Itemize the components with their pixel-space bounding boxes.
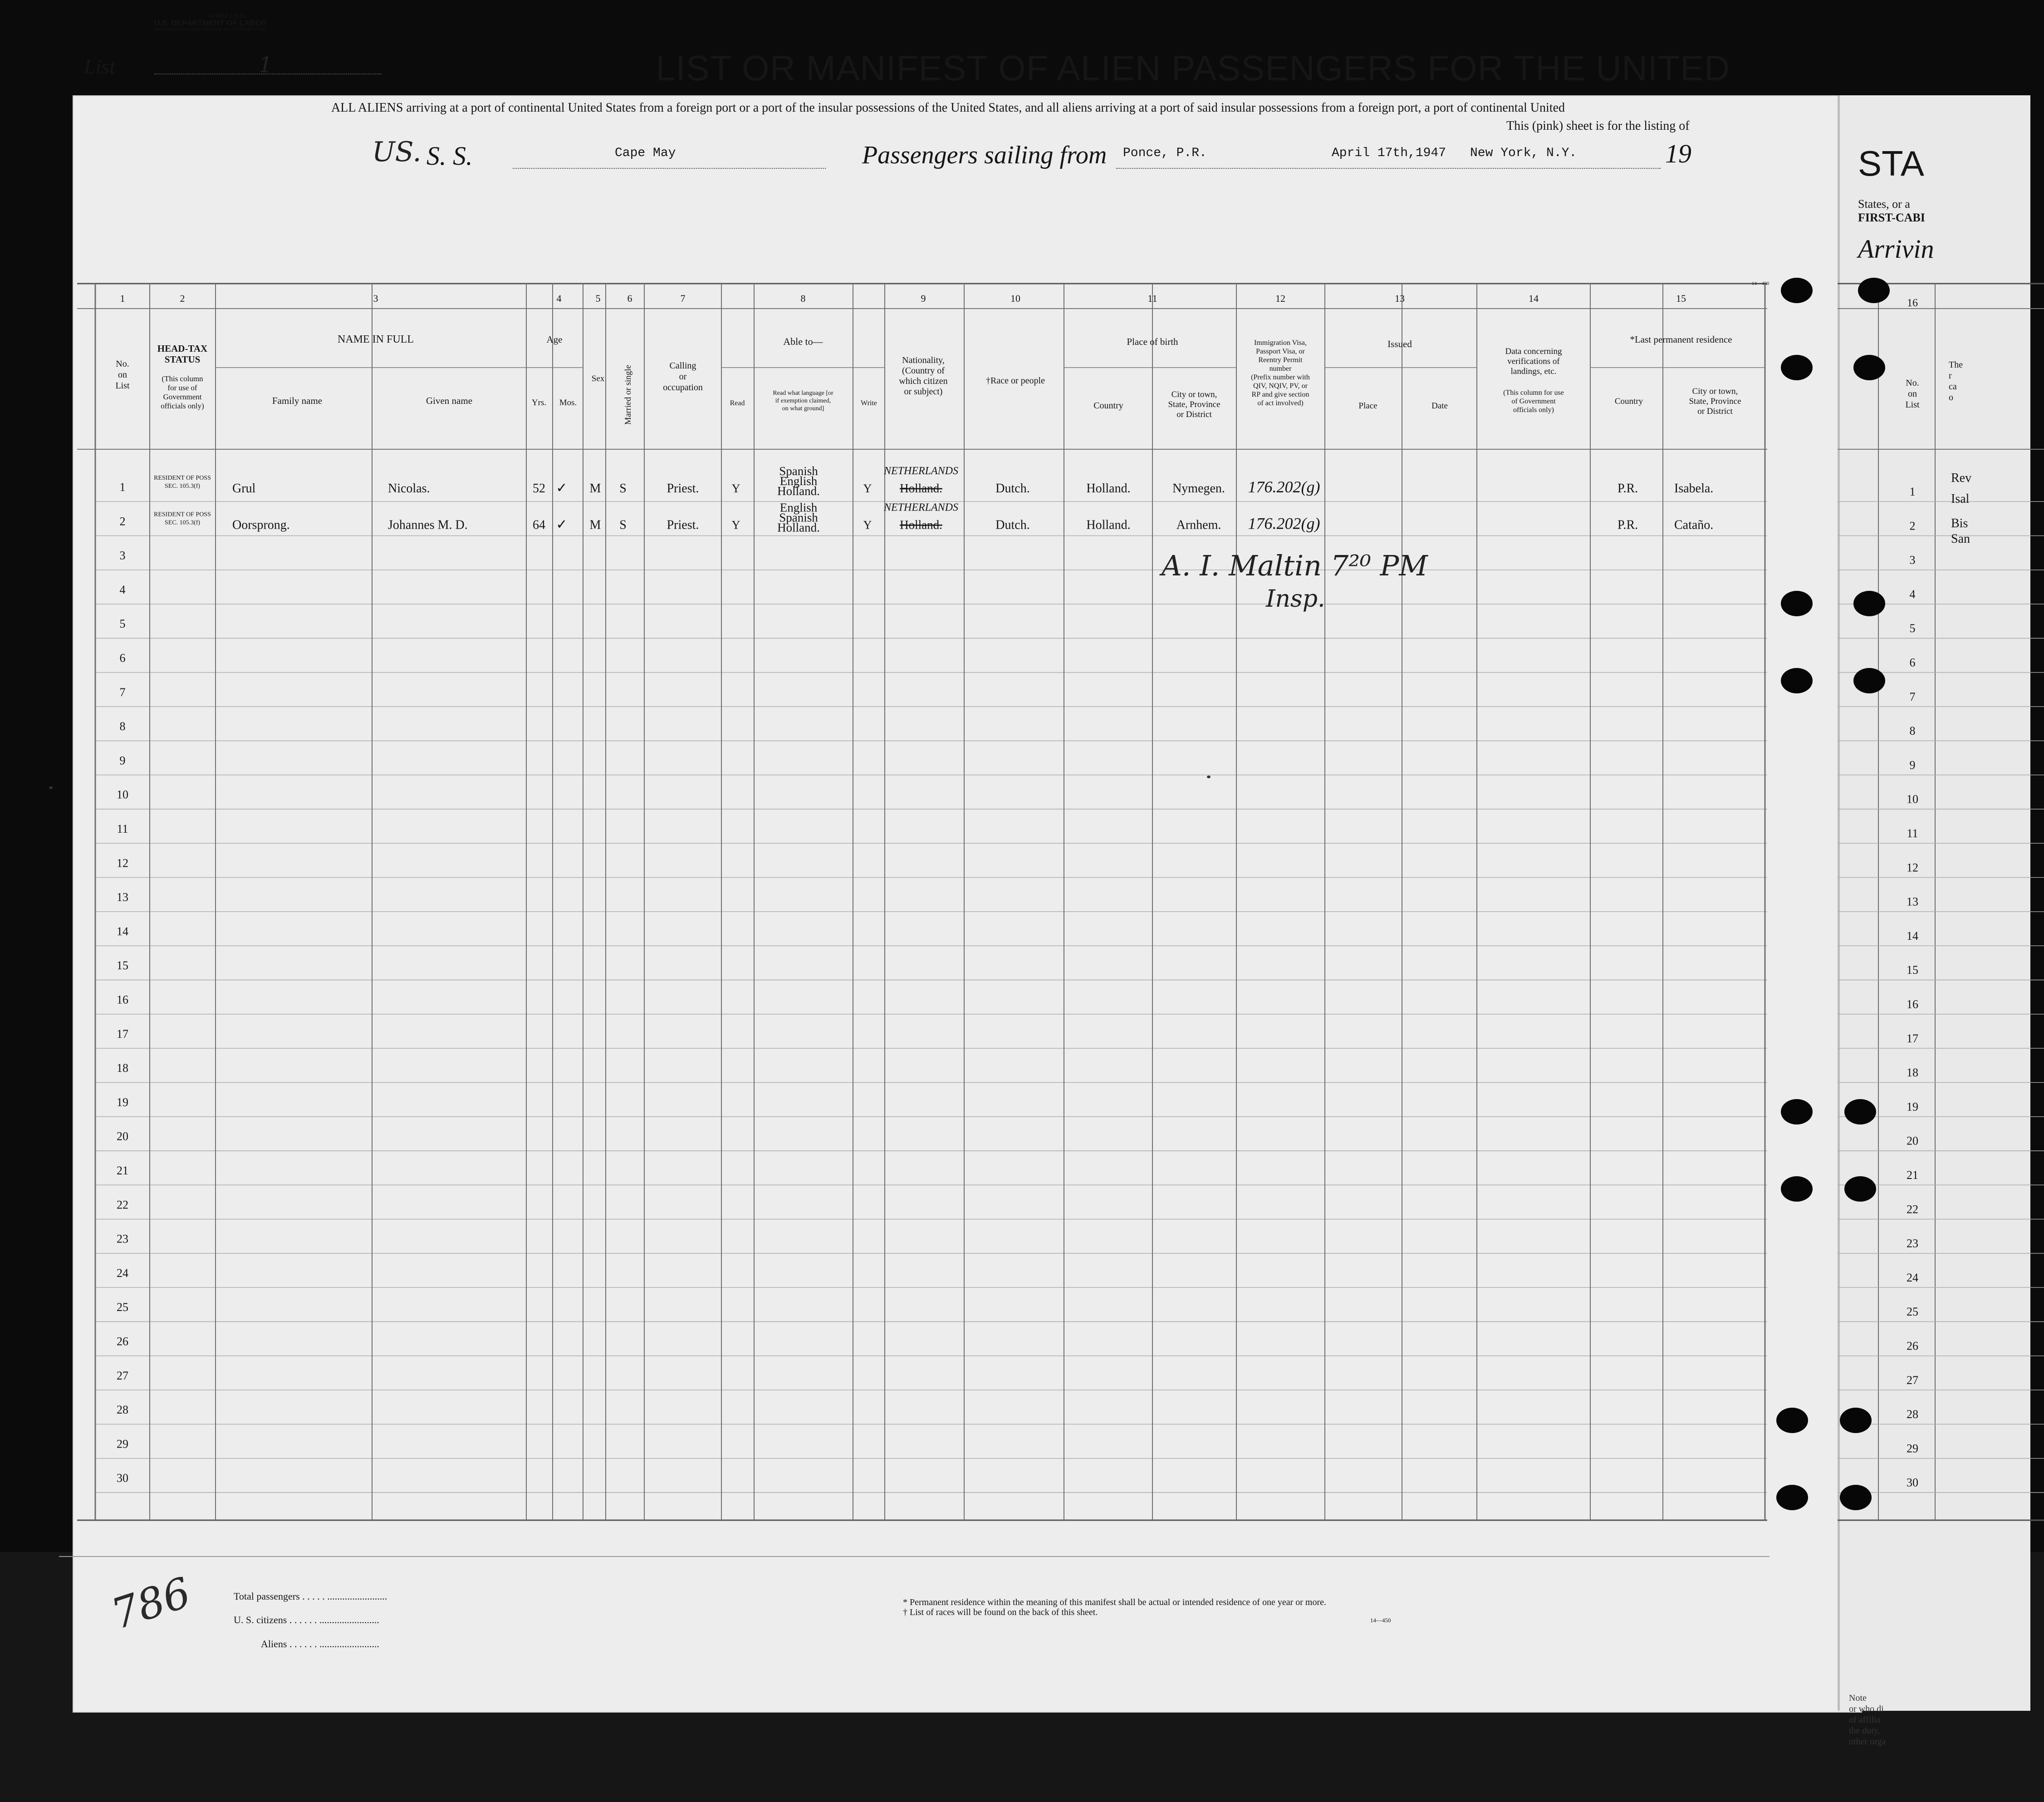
header-visa: RP and give section <box>1251 391 1309 398</box>
header-head-tax-note: officials only) <box>161 402 204 410</box>
sheet2-row-number: 20 <box>1907 1134 1918 1148</box>
punch-hole <box>1853 668 1885 693</box>
header-race: †Race or people <box>986 376 1045 386</box>
sheet2-row-number: 9 <box>1909 758 1916 772</box>
header-birth-country: Country <box>1093 401 1123 411</box>
sheet2-row-fragment: Rev <box>1951 471 1972 485</box>
row-language: English <box>779 474 818 488</box>
column-number: 6 <box>627 293 632 304</box>
header-sex: Sex <box>591 374 605 383</box>
row-sex: M <box>589 518 601 532</box>
row-family-name: Oorsprong. <box>232 518 290 532</box>
row-birth-country: Holland. <box>1086 518 1131 532</box>
header-verifications: Data concerning <box>1505 347 1562 356</box>
row-head-tax-section: SEC. 105.3(f) <box>164 483 201 490</box>
sheet2-row-number: 5 <box>1909 622 1916 635</box>
footer-code: 14—450 <box>1370 1617 1391 1624</box>
sheet2-row-number: 3 <box>1909 553 1916 567</box>
sheet2-row-number: 8 <box>1909 724 1916 738</box>
header-place-of-birth: Place of birth <box>1127 336 1178 347</box>
header-married: Married or single <box>623 365 633 425</box>
header-no-on-list: List <box>115 381 130 391</box>
header-issued-place: Place <box>1358 401 1377 411</box>
header-verifications-note: officials only) <box>1513 406 1554 414</box>
punch-hole <box>1781 668 1813 693</box>
sheet2-foot-0: Note <box>1849 1693 1867 1703</box>
row-number: 28 <box>117 1403 128 1417</box>
sheet2-row-number: 23 <box>1907 1237 1918 1250</box>
sheet2-foot-3: the duty, <box>1849 1726 1880 1736</box>
header-calling: Calling <box>669 361 696 371</box>
row-number: 12 <box>117 856 128 870</box>
speck <box>49 786 53 789</box>
column-number: 14 <box>1529 293 1539 304</box>
punch-hole <box>1840 1485 1872 1510</box>
header-visa: Passport Visa, or <box>1256 348 1305 355</box>
punch-hole <box>1781 591 1813 616</box>
sailing-date: April 17th,1947 <box>1332 146 1446 160</box>
header-nationality: Nationality, <box>902 355 945 365</box>
punch-hole <box>1776 1408 1808 1433</box>
total-passengers-dots: . . . . . ........................ <box>302 1591 387 1602</box>
footnotes <box>903 1597 1326 1617</box>
row-read: Y <box>731 518 740 532</box>
footnote-races: † List of races will be found on the back of this sheet. <box>903 1607 1098 1617</box>
row-nationality: Holland. <box>900 481 942 495</box>
row-number: 26 <box>117 1335 128 1348</box>
us-citizens-dots: . . . . . . ........................ <box>289 1614 379 1625</box>
ship-name: Cape May <box>615 146 676 160</box>
header-yrs: Yrs. <box>531 398 547 408</box>
us-citizens-label: U. S. citizens <box>234 1614 287 1625</box>
punch-hole <box>1776 1485 1808 1510</box>
row-number: 25 <box>117 1301 128 1314</box>
row-given-name: Johannes M. D. <box>388 518 468 532</box>
header-no-on-list: No. <box>116 359 129 369</box>
column-number: 1 <box>120 293 125 304</box>
row-number: 27 <box>117 1369 128 1382</box>
sheet2-row-number: 16 <box>1907 997 1918 1011</box>
row-race: Dutch. <box>995 481 1030 496</box>
sheet2-row-number: 11 <box>1907 827 1918 840</box>
punch-hole <box>1844 1176 1876 1202</box>
row-visa: 176.202(g) <box>1248 514 1320 533</box>
header-birth-city: City or town, <box>1171 390 1217 399</box>
header-head-tax-note: Government <box>163 393 202 401</box>
row-res-country: P.R. <box>1618 518 1638 532</box>
header-calling: or <box>679 372 687 382</box>
row-occupation: Priest. <box>667 481 699 496</box>
header-family-name: Family name <box>272 395 323 406</box>
row-birth-city: Arnhem. <box>1176 518 1221 532</box>
header-head-tax-note: for use of <box>167 383 197 392</box>
row-language: Holland. <box>777 484 820 498</box>
column-number: 12 <box>1275 293 1285 304</box>
row-number: 20 <box>117 1129 128 1143</box>
sheet2-row-number: 28 <box>1907 1408 1918 1421</box>
sheet2-row-number: 14 <box>1907 929 1918 943</box>
port-to: New York, N.Y. <box>1470 146 1577 160</box>
row-birth-country: Holland. <box>1086 481 1131 496</box>
form-code: FORM 1-515 <box>209 12 245 20</box>
header-verifications-note: (This column for use <box>1503 389 1564 397</box>
footnote-residence: * Permanent residence within the meaning of this manifest shall be actual or intended residence of one year or more. <box>903 1597 1327 1607</box>
header-visa: (Prefix number with <box>1251 373 1310 381</box>
sheet2-header-fragment: The <box>1949 360 1963 370</box>
row-language: Holland. <box>777 520 820 535</box>
sheet2-header-fragment: r <box>1949 371 1952 381</box>
row-number: 4 <box>119 583 126 596</box>
sheet2-row-number: 2 <box>1909 519 1916 533</box>
row-age-check: ✓ <box>556 517 568 532</box>
header-write: Write <box>861 399 877 407</box>
page-title: LIST OR MANIFEST OF ALIEN PASSENGERS FOR THE UNITED <box>656 48 1730 88</box>
sheet2-title-fragment: STA <box>1858 143 1924 183</box>
row-number: 14 <box>117 924 128 938</box>
header-visa: number <box>1269 365 1292 373</box>
row-number: 3 <box>119 549 126 562</box>
header-read: Read <box>730 399 745 407</box>
header-given-name: Given name <box>426 395 473 406</box>
sheet2-arriving-fragment: Arrivin <box>1858 234 1934 264</box>
row-head-tax: RESIDENT OF POSS <box>154 511 211 518</box>
punch-hole <box>1781 355 1813 380</box>
sheet2-row-number: 30 <box>1907 1476 1918 1489</box>
aliens-label: Aliens <box>261 1638 287 1650</box>
column-number: 5 <box>595 293 601 304</box>
row-family-name: Grul <box>232 481 256 496</box>
row-res-city: Isabela. <box>1674 481 1714 496</box>
row-number: 16 <box>117 993 128 1007</box>
row-nationality-correction: NETHERLANDS <box>883 501 959 514</box>
sheet2-row-number: 27 <box>1907 1373 1918 1387</box>
column-number: 2 <box>180 293 185 304</box>
header-birth-city: or District <box>1176 410 1212 419</box>
header-visa: Reentry Permit <box>1258 356 1303 364</box>
header-mos: Mos. <box>559 398 577 408</box>
sheet2-row-number: 22 <box>1907 1203 1918 1216</box>
speck <box>1207 776 1211 778</box>
sheet2-row-number: 29 <box>1907 1442 1918 1455</box>
header-issued: Issued <box>1387 339 1412 349</box>
total-passengers-label: Total passengers <box>234 1591 300 1602</box>
column-number: 15 <box>1676 293 1686 304</box>
row-language: Spanish <box>779 464 818 478</box>
sheet2-sub1: States, or a <box>1858 197 1910 211</box>
row-number: 7 <box>119 685 126 699</box>
sheet2-no-on-list: No. <box>1906 378 1919 388</box>
row-number: 5 <box>119 617 126 631</box>
inspector-signature: A. I. Maltin 7²⁰ PM <box>1162 549 1428 582</box>
header-calling: occupation <box>663 383 703 393</box>
year-label: 19 <box>1665 139 1691 168</box>
header-res-city: or District <box>1697 407 1733 416</box>
punch-hole <box>1781 1176 1813 1202</box>
column-number: 11 <box>1147 293 1157 304</box>
page-subtitle: ALL ALIENS arriving at a port of continental United States from a foreign port or a port of the insular possessions of the United States, and all aliens arriving at a port of said insular possessions from a foreign port, a port of continental United <box>331 101 1565 115</box>
row-number: 13 <box>117 890 128 904</box>
sheet2-row-number: 12 <box>1907 861 1918 874</box>
sheet2-foot-2: of affilia <box>1849 1715 1881 1725</box>
header-visa: QIV, NQIV, PV, or <box>1253 382 1308 390</box>
punch-hole <box>1840 1408 1872 1433</box>
sheet2-row-number: 15 <box>1907 963 1918 977</box>
margin-number: 786 <box>105 1568 196 1639</box>
column-number: 7 <box>680 293 686 304</box>
row-write: Y <box>863 482 872 495</box>
sheet2-row-number: 25 <box>1907 1305 1918 1319</box>
row-number: 9 <box>119 754 126 767</box>
row-number: 30 <box>117 1471 128 1485</box>
aliens-dots: . . . . . . ........................ <box>289 1638 379 1650</box>
header-res-country: Country <box>1614 397 1643 406</box>
row-res-city: Cataño. <box>1674 518 1714 532</box>
row-occupation: Priest. <box>667 518 699 532</box>
punch-hole <box>1853 355 1885 380</box>
header-verifications: verifications of <box>1507 357 1560 366</box>
sheet2-column-number: 16 <box>1907 297 1918 309</box>
header-res-city: State, Province <box>1689 397 1741 406</box>
list-number: 1 <box>259 52 273 78</box>
column-number: 8 <box>800 293 806 304</box>
header-code: 14—450 <box>1751 281 1770 286</box>
row-number: 22 <box>117 1198 128 1212</box>
header-issued-date: Date <box>1431 401 1448 411</box>
header-birth-city: State, Province <box>1168 400 1221 409</box>
row-birth-city: Nymegen. <box>1172 481 1225 496</box>
row-number: 15 <box>117 959 128 972</box>
sheet2-header-fragment: ca <box>1949 382 1957 392</box>
footer-us-citizens <box>234 1614 379 1626</box>
row-number: 21 <box>117 1164 128 1177</box>
sheet2-no-on-list: on <box>1908 389 1917 399</box>
header-res-city: City or town, <box>1692 387 1738 396</box>
sheet2-row-fragment: Bis <box>1951 516 1968 530</box>
row-number: 2 <box>119 515 126 528</box>
row-nationality: Holland. <box>900 518 942 532</box>
row-given-name: Nicolas. <box>388 481 430 496</box>
row-number: 10 <box>117 788 128 801</box>
header-read-language: on what ground] <box>782 405 824 412</box>
footer-total-passengers <box>234 1591 387 1602</box>
sheet2-row-number: 26 <box>1907 1339 1918 1353</box>
sheet2-row-number: 17 <box>1907 1031 1918 1045</box>
row-number: 1 <box>119 481 126 494</box>
sheet2-foot-4: other orga <box>1849 1737 1886 1747</box>
list-label: List <box>84 55 116 78</box>
header-visa: of act involved) <box>1257 399 1304 407</box>
sheet2-foot-1: or who di <box>1849 1704 1884 1714</box>
form-agency: U.S. DEPARTMENT OF LABOR <box>154 19 267 27</box>
header-visa: Immigration Visa, <box>1254 339 1307 347</box>
row-number: 19 <box>117 1095 128 1109</box>
row-married: S <box>619 518 627 532</box>
header-head-tax-note: (This column <box>162 374 203 383</box>
header-verifications: landings, etc. <box>1510 367 1557 376</box>
sheet2-row-number: 6 <box>1909 656 1916 669</box>
row-visa: 176.202(g) <box>1248 478 1320 496</box>
header-name-in-full: NAME IN FULL <box>338 334 414 345</box>
sheet2-header-fragment: o <box>1949 393 1953 403</box>
header-read-language: if exemption claimed, <box>775 398 831 404</box>
row-number: 11 <box>117 822 128 835</box>
sheet2-row-number: 1 <box>1909 485 1916 498</box>
row-language: English <box>779 501 818 515</box>
sheet2-row-number: 10 <box>1907 792 1918 806</box>
footer-aliens <box>261 1638 379 1650</box>
header-verifications-note: of Government <box>1511 398 1556 405</box>
header-age: Age <box>546 334 563 345</box>
header-nationality: which citizen <box>899 376 948 386</box>
punch-hole <box>1858 278 1890 303</box>
row-race: Dutch. <box>995 518 1030 532</box>
sheet2-row-number: 4 <box>1909 587 1916 601</box>
row-sex: M <box>589 481 601 496</box>
row-age-check: ✓ <box>556 481 568 496</box>
header-nationality: or subject) <box>904 387 943 397</box>
header-read-language: Read what language [or <box>773 390 833 397</box>
row-language: Spanish <box>779 511 818 525</box>
row-number: 8 <box>119 720 126 733</box>
header-able-to: Able to— <box>783 336 823 347</box>
column-number: 13 <box>1395 293 1405 304</box>
sheet2-no-on-list: List <box>1905 400 1920 410</box>
punch-hole <box>1781 1099 1813 1124</box>
us-mark: US. <box>372 136 422 168</box>
row-age-years: 64 <box>533 518 545 532</box>
port-from: Ponce, P.R. <box>1123 146 1207 160</box>
header-last-residence: *Last permanent residence <box>1630 334 1732 345</box>
sheet2-row-number: 13 <box>1907 895 1918 908</box>
header-head-tax: STATUS <box>164 354 201 365</box>
sheet2-row-number: 19 <box>1907 1100 1918 1114</box>
row-res-country: P.R. <box>1618 481 1638 496</box>
row-head-tax-section: SEC. 105.3(f) <box>164 519 201 526</box>
sheet2-row-number: 24 <box>1907 1271 1918 1284</box>
row-number: 18 <box>117 1061 128 1075</box>
row-number: 17 <box>117 1027 128 1041</box>
punch-hole <box>1853 591 1885 616</box>
punch-hole <box>1844 1099 1876 1124</box>
row-age-years: 52 <box>533 481 545 496</box>
row-number: 23 <box>117 1232 128 1246</box>
page-subtitle-2: This (pink) sheet is for the listing of <box>1506 119 1690 133</box>
row-number: 24 <box>117 1266 128 1280</box>
row-write: Y <box>863 518 872 532</box>
row-read: Y <box>731 482 740 495</box>
column-number: 3 <box>373 293 378 304</box>
row-nationality-correction: NETHERLANDS <box>883 465 959 477</box>
sheet2-row-number: 7 <box>1909 690 1916 703</box>
header-head-tax: HEAD-TAX <box>157 343 208 354</box>
row-head-tax: RESIDENT OF POSS <box>154 475 211 481</box>
column-number: 10 <box>1010 293 1020 304</box>
column-number: 9 <box>921 293 926 304</box>
sheet2-sub2: FIRST-CABI <box>1858 211 1925 224</box>
row-number: 6 <box>119 651 126 665</box>
row-married: S <box>619 481 627 496</box>
form-service: IMMIGRATION AND NATURALIZATION SERVICE <box>154 27 266 32</box>
header-no-on-list: on <box>118 370 127 380</box>
punch-hole <box>1781 278 1813 303</box>
sailing-label: Passengers sailing from <box>862 141 1107 169</box>
sheet2-row-number: 21 <box>1907 1169 1918 1182</box>
inspector-title: Insp. <box>1266 585 1325 613</box>
ss-label: S. S. <box>426 141 473 171</box>
sheet2-row-number: 18 <box>1907 1066 1918 1080</box>
row-number: 29 <box>117 1437 128 1451</box>
sheet2-row-fragment: Isal <box>1951 492 1970 506</box>
header-nationality: (Country of <box>902 366 945 376</box>
column-number: 4 <box>556 293 562 304</box>
sheet2-row-fragment: San <box>1951 532 1970 546</box>
